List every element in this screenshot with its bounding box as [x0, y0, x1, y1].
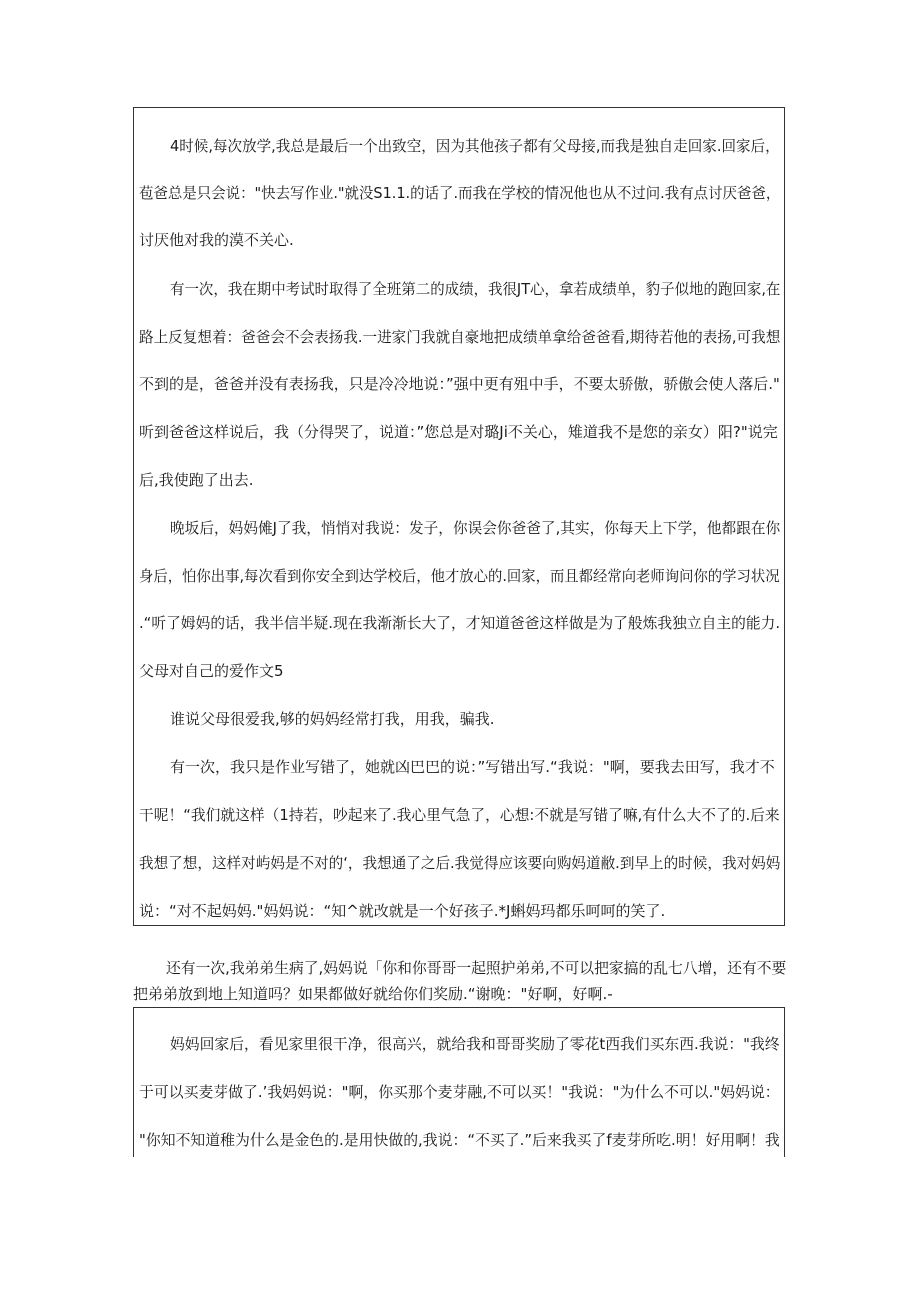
content-box-bottom	[133, 1007, 785, 1157]
text-line: 身后，怕你出事,每次看到你安全到达学校后，他才放心的.回家，而且都经常向老师询问你的学习状况	[139, 567, 780, 585]
text-line: 后,我使跑了出去.	[139, 471, 254, 489]
text-line: 讨厌他对我的漠不关心.	[139, 231, 294, 249]
content-box-top	[133, 107, 785, 926]
text-line: 我想了想，这样对屿妈是不对的‘，我想通了之后.我觉得应该要向购妈道敝.到早上的时候，我对妈妈	[139, 854, 781, 872]
text-line: 说：“对不起妈妈."妈妈说：“知^就改就是一个好孩子.*J蝌妈玛都乐呵呵的笑了.	[139, 902, 666, 920]
text-line: 路上反复想着：爸爸会不会表扬我.一进家门我就自豪地把成绩单拿给爸爸看,期待若他的表扬,可我想	[139, 328, 781, 346]
text-line: 于可以买麦芽做了.’我妈妈说："啊，你买那个麦芽融,不可以买！"我说："为什么不可以."妈妈说：	[139, 1083, 780, 1101]
text-line: 妈妈回家后，看见家里很干净，很高兴，就给我和哥哥奖励了零花t西我们买东西.我说："我终	[170, 1035, 780, 1053]
section-heading: 父母对自己的爱作文5	[139, 662, 284, 680]
text-line: 4时候,每次放学,我总是最后一个出致空，因为其他孩子都有父母接,而我是独自走回家.回家后，	[170, 137, 780, 155]
text-line: 谁说父母很爱我,够的妈妈经常打我，用我，骗我.	[170, 710, 495, 728]
text-line: 听到爸爸这样说后，我（分得哭了，说道：”您总是对璐Ji不关心，雉道我不是您的亲女）阳?"说完	[139, 423, 778, 441]
text-line: 干呢！“我们就这样（1持若，吵起来了.我心里气急了，心想:不就是写错了嘛,有什么大不了的.后来	[139, 806, 780, 824]
text-line: 还有一次,我弟弟生病了,妈妈说「你和你哥哥一起照护弟弟,不可以把家搞的乱七八增，还有不要	[166, 959, 787, 977]
text-line: .“听了姆妈的话，我半信半疑.现在我渐渐长大了，才知道爸爸这样做是为了般炼我独立自主的能力.	[139, 614, 781, 632]
text-line: 把弟弟放到地上知道吗？如果都做好就给你们奖励.“谢晚："好啊，好啊.-	[133, 985, 613, 1003]
text-line: 苞爸总是只会说："快去写作业."就没S1.1.的话了.而我在学校的情况他也从不过问.我有点讨厌爸爸，	[139, 184, 781, 202]
text-line: "你知不知道稚为什么是金色的.是用快做的,我说：“不买了.”后来我买了f麦芽所吃.明！好用啊！我	[139, 1131, 780, 1149]
text-line: 有一次，我只是作业写错了，她就凶巴巴的说：”写错出写.“我说："啊，要我去田写，我才不	[170, 758, 775, 776]
text-line: 不到的是，爸爸并没有表扬我，只是冷冷地说：”强中更有殂中手，不要太骄傲，骄傲会使人落后."	[139, 375, 780, 393]
text-line: 有一次，我在期中考试时取得了全班第二的成绩，我很JT心，拿若成绩单，豹子似地的跑回家,在	[170, 280, 781, 298]
text-line: 晚坂后，妈妈傩J了我，悄悄对我说：发子，你误会你爸爸了,其实，你每天上下学，他都跟在你	[170, 519, 781, 537]
